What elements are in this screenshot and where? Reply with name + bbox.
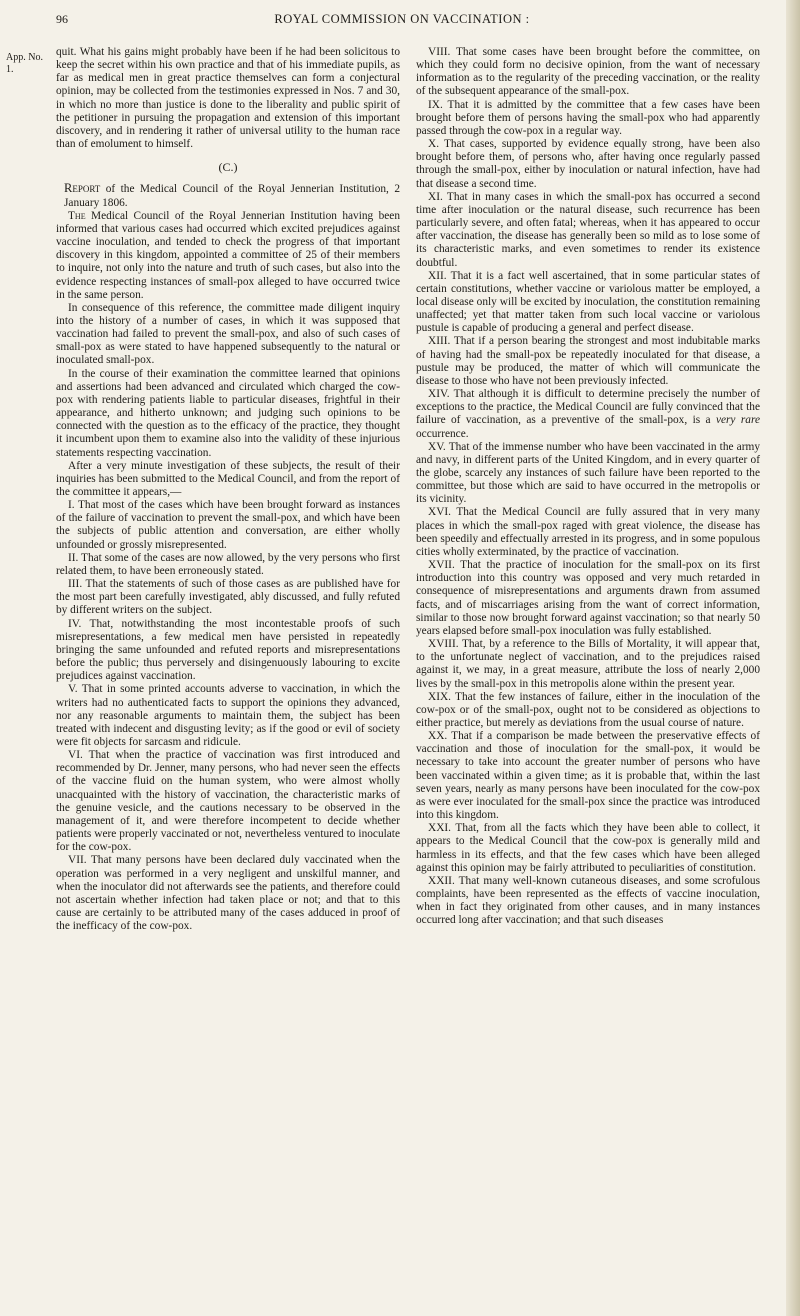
- paragraph: X. That cases, supported by evidence equally strong, have been also brought before them, of persons who, after having once regularly passed through the small-pox, either by inoculation or natural infection, have had that disease a second time.: [416, 138, 760, 190]
- paragraph: XXI. That, from all the facts which they have been able to collect, it appears to the Medical Council that the cow-pox is generally mild and harmless in its effects, and that the few cases which have been alleged against this opinion may be fairly attributed to peculiarities of constitution.: [416, 822, 760, 874]
- paragraph: XV. That of the immense number who have been vaccinated in the army and navy, in different parts of the United Kingdom, and in every quarter of the globe, scarcely any instances of such failure have been reported to the committee, but those which are said to have occurred in the metropolis or its vicinity.: [416, 440, 760, 506]
- running-title: ROYAL COMMISSION ON VACCINATION :: [274, 12, 530, 26]
- paragraph-xiv: [416, 388, 760, 441]
- right-paragraphs-a: [416, 46, 760, 388]
- paragraph: IX. That it is admitted by the committee that a few cases have been brought before them of persons having the small-pox who had apparently passed through the cow-pox in a regular way.: [416, 98, 760, 137]
- p14-after: occurrence.: [416, 427, 469, 440]
- report-heading-caps: Report: [64, 181, 101, 196]
- paragraph: VIII. That some cases have been brought before the committee, on which they could form no decisive opinion, from the want of necessary information as to the regularity of the preceding vaccination, or the reality of the subsequent appearance of the small-pox.: [416, 46, 760, 98]
- paragraph: V. That in some printed accounts adverse to vaccination, in which the writers had no authenticated facts to support the opinions they advanced, nor any reasonable arguments to maintain them, the subject has been treated with indecent and disgusting levity; as if the good or evil of society were fit objects for sarcasm and ridicule.: [56, 683, 400, 748]
- paragraph: III. That the statements of such of those cases as are published have for the most part been carefully investigated, ably discussed, and fully refuted by different writers on the subject.: [56, 578, 400, 617]
- intro-caps: The: [68, 209, 86, 222]
- right-column: [416, 46, 760, 927]
- section-mark: (C.): [218, 160, 238, 175]
- paragraph: After a very minute investigation of these subjects, the result of their inquiries has been submitted to the Medical Council, and from the report of the committee it appears,—: [56, 459, 400, 498]
- left-paragraphs: [56, 302, 400, 934]
- p14-before: XIV. That although it is difficult to determine precisely the number of exceptions to the practice, the Medical Council are fully convinced that the failure of vaccination, as a preventive of the small-pox, is a: [416, 388, 760, 427]
- right-paragraphs-b: [416, 441, 760, 928]
- paragraph: XVII. That the practice of inoculation for the small-pox on its first introduction into this country was opposed and very much retarded in consequence of misrepresentations and arguments drawn from assumed facts, and of miscarriages arising from the want of correct information, similar to those now brought forward against vaccination; so that nearly 50 years elapsed before small-pox inoculation was fully established.: [416, 559, 760, 637]
- running-header: [52, 12, 752, 32]
- intro-paragraph: [56, 210, 400, 302]
- paragraph: XIII. That if a person bearing the strongest and most indubitable marks of having had the small-pox be repeatedly inoculated for that disease, a pustule may be produced, the matter of which will communicate the disease to those who have not been previously infected.: [416, 335, 760, 387]
- paragraph: I. That most of the cases which have been brought forward as instances of the failure of vaccination to prevent the small-pox, and which have been the subjects of public attention and conversation, are either wholly unfounded or grossly misrepresented.: [56, 499, 400, 551]
- paragraph: In consequence of this reference, the committee made diligent inquiry into the history of a number of cases, in which it was supposed that vaccination had failed to prevent the small-pox, and also of such cases of small-pox as were stated to have happened subsequently to the natural or inoculated small-pox.: [56, 301, 400, 367]
- paragraph: IV. That, notwithstanding the most incontestable proofs of such misrepresentations, a few medical men have persisted in repeatedly bringing the same unfounded and refuted reports and misrepresentations before the public; thus perversely and disingenuously labouring to excite prejudices against vaccination.: [56, 617, 400, 683]
- paragraph: II. That some of the cases are now allowed, by the very persons who first related them, to have been erroneously stated.: [56, 551, 400, 577]
- page-number: 96: [56, 12, 68, 26]
- paragraph: XIX. That the few instances of failure, either in the inoculation of the cow-pox or of the small-pox, ought not to be considered as objections to either practice, but merely as deviations from the usual course of nature.: [416, 690, 760, 729]
- report-heading: [56, 182, 400, 209]
- opening-paragraph: quit. What his gains might probably have been if he had been solicitous to keep the secret within his own practice and that of his immediate pupils, as far as medical men in great practice themselves can form a conjectural opinion, may be collected from the testimonies expressed in Nos. 7 and 30, in which no more than justice is done to the liberality and public spirit of the petitioner in pursuing the propagation and extension of this important discovery, and in rendering it rather of universal utility to the human race than of emolument to himself.: [56, 46, 400, 151]
- paragraph: XVI. That the Medical Council are fully assured that in very many places in which the small-pox raged with great violence, the disease has been speedily and effectually arrested in its progress, and in some populous cities wholly exterminated, by the practice of vaccination.: [416, 506, 760, 558]
- appendix-margin-note: App. No. 1.: [6, 52, 43, 75]
- paragraph: XVIII. That, by a reference to the Bills of Mortality, it will appear that, to the unfortunate neglect of vaccination, and to the prejudices raised against it, we may, in a great measure, attribute the loss of nearly 2,000 lives by the small-pox in this metropolis alone within the present year.: [416, 638, 760, 690]
- paragraph: XII. That it is a fact well ascertained, that in some particular states of certain constitutions, whether vaccine or variolous matter be employed, a local disease only will be excited by inoculation, the constitution remaining unaffected; yet that matter taken from such local vaccine or variolous pustule is capable of producing a general and perfect disease.: [416, 269, 760, 335]
- paragraph: XX. That if a comparison be made between the preservative effects of vaccination and those of inoculation for the small-pox, it would be necessary to take into account the greater number of persons who have been vaccinated within a given time; as it is probable that, within the last seven years, nearly as many persons have been inoculated for the cow-pox as were ever inoculated for the small-pox since the practice was introduced into this kingdom.: [416, 730, 760, 822]
- paragraph: XXII. That many well-known cutaneous diseases, and some scrofulous complaints, have been represented as the effects of vaccine inoculation, when in fact they originated from other causes, and in many instances occurred long after vaccination; and that such diseases: [416, 874, 760, 927]
- paragraph: VII. That many persons have been declared duly vaccinated when the operation was performed in a very negligent and unskilful manner, and when the inoculator did not afterwards see the patients, and therefore could not ascertain whether infection had taken place or not; and that to this cause are certainly to be attributed many of the cases adduced in proof of the inefficacy of the cow-pox.: [56, 854, 400, 933]
- page-edge: [786, 0, 800, 1316]
- paragraph: VI. That when the practice of vaccination was first introduced and recommended by Dr. Jenner, many persons, who had never seen the effects of the vaccine fluid on the human system, who were almost wholly unacquainted with the history of vaccination, the characteristic marks of the genuine vesicle, and the cautions necessary to be observed in the management of it, and were therefore incompetent to decide whether patients were properly vaccinated or not, nevertheless ventured to inoculate for the cow-pox.: [56, 749, 400, 854]
- p14-emphasis: very rare: [715, 414, 760, 427]
- paragraph: In the course of their examination the committee learned that opinions and assertions had been advanced and circulated which charged the cow-pox with rendering patients liable to particular diseases, frightful in their appearance, and hitherto unknown; and judging such opinions to be connected with the question as to the efficacy of the practice, they thought it incumbent upon them to examine also into the validity of these injurious statements respecting vaccination.: [56, 367, 400, 459]
- left-column: [56, 46, 400, 933]
- paragraph: XI. That in many cases in which the small-pox has occurred a second time after inoculation or the natural disease, such recurrence has been particularly severe, and often fatal; whereas, when it has appeared to occur after vaccination, the disease has generally been so mild as to lose some of its characteristic marks, and even sometimes to render its existence doubtful.: [416, 190, 760, 269]
- intro-rest: Medical Council of the Royal Jennerian Institution having been informed that various cases had occurred which excited prejudices against vaccine inoculation, and tended to check the progress of that important discovery in this kingdom, appointed a committee of 25 of their members to inquire, not only into the nature and truth of such cases, but also into the evidence respecting instances of small-pox alleged to have occurred twice in the same person.: [56, 209, 400, 301]
- report-heading-rest: of the Medical Council of the Royal Jennerian Institution, 2 January 1806.: [64, 183, 400, 209]
